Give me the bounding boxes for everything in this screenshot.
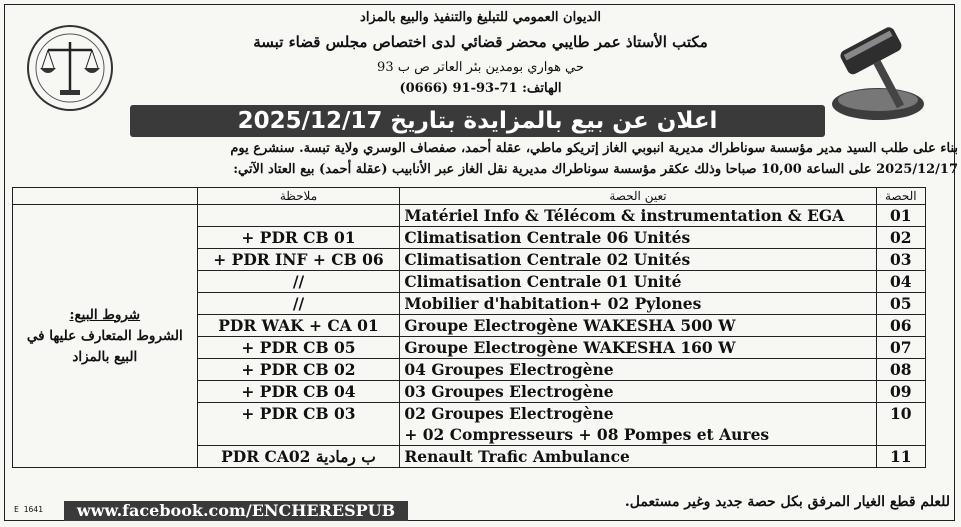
row-lot: 08 (876, 359, 925, 381)
row-lot: 03 (876, 249, 925, 271)
address: حي هواري بومدين بئر العاتر ص ب 93 (377, 60, 584, 75)
row-note: + PDR INF + CB 06 (197, 249, 400, 271)
row-designation: Groupe Electrogène WAKESHA 500 W (400, 315, 876, 337)
row-designation-line-2: + 02 Compresseurs + 08 Pompes et Aures (404, 425, 770, 444)
auction-title: اعلان عن بيع بالمزايدة بتاريخ 2025/12/17 (237, 108, 718, 134)
row-lot: 11 (876, 446, 925, 468)
lots-table (12, 187, 926, 468)
row-note: PDR CA02 ب رمادية (197, 446, 400, 468)
row-lot: 07 (876, 337, 925, 359)
row-designation: Climatisation Centrale 06 Unités (400, 227, 876, 249)
phone: الهاتف: 71-93-91 (0666) (399, 81, 562, 96)
table-header-row (13, 188, 926, 205)
row-designation: 04 Groupes Electrogène (400, 359, 876, 381)
intro-line-2: 2025/12/17 على الساعة 10,00 صباحا وذلك عكقر مؤسسة سوناطراك مديرية نقل الغاز عبر الأنابيب (عقلة أحمد) بيع العتاد الآتي: (233, 162, 958, 177)
row-designation: Climatisation Centrale 01 Unité (400, 271, 876, 293)
sale-conditions (13, 205, 198, 468)
facebook-link[interactable]: www.facebook.com/ENCHERESPUB (64, 501, 408, 521)
row-note: // (197, 293, 400, 315)
bailiff-name: مكتب الأستاذ عمر طايبي محضر قضائي لدى اختصاص مجلس قضاء تبسة (253, 33, 708, 51)
sale-conditions-title: شروط البيع: (69, 306, 141, 323)
row-note (197, 205, 400, 227)
row-designation-line-1: 02 Groupes Electrogène (404, 404, 614, 423)
row-note: + PDR CB 03 (197, 403, 400, 446)
row-lot: 01 (876, 205, 925, 227)
note-header: ملاحظة (197, 188, 400, 205)
row-designation (400, 403, 876, 446)
row-designation: Climatisation Centrale 02 Unités (400, 249, 876, 271)
row-note: + PDR CB 04 (197, 381, 400, 403)
row-lot: 06 (876, 315, 925, 337)
row-designation: Mobilier d'habitation+ 02 Pylones (400, 293, 876, 315)
intro-line-1: بناء على طلب السيد مدير مؤسسة سوناطراك مديرية انبوبي الغاز إتريكو ماطي، عقلة أحمد، صفصاف الوسري ولاية تبسة. سنشرع يوم (230, 141, 958, 156)
sale-conditions-body: الشروط المتعارف عليها في البيع بالمزاد (26, 327, 183, 365)
row-note: + PDR CB 01 (197, 227, 400, 249)
spare-parts-note: للعلم قطع الغيار المرفق بكل حصة جديد وغير مستعمل. (624, 494, 950, 510)
ad-reference: E 1641 (14, 505, 43, 514)
row-designation: Renault Trafic Ambulance (400, 446, 876, 468)
row-note: + PDR CB 02 (197, 359, 400, 381)
row-lot: 02 (876, 227, 925, 249)
row-note: PDR WAK + CA 01 (197, 315, 400, 337)
office-name: الديوان العمومي للتبليغ والتنفيذ والبيع بالمزاد (360, 10, 601, 25)
row-lot: 09 (876, 381, 925, 403)
row-note: // (197, 271, 400, 293)
table-row (13, 205, 926, 227)
row-designation: Matériel Info & Télécom & instrumentation & EGA (400, 205, 876, 227)
row-note: + PDR CB 05 (197, 337, 400, 359)
row-designation: 03 Groupes Electrogène (400, 381, 876, 403)
row-designation: Groupe Electrogène WAKESHA 160 W (400, 337, 876, 359)
designation-header: تعين الحصة (400, 188, 876, 205)
row-lot: 05 (876, 293, 925, 315)
conditions-header (13, 188, 198, 205)
lot-header: الحصة (876, 188, 925, 205)
row-lot: 04 (876, 271, 925, 293)
row-lot: 10 (876, 403, 925, 446)
